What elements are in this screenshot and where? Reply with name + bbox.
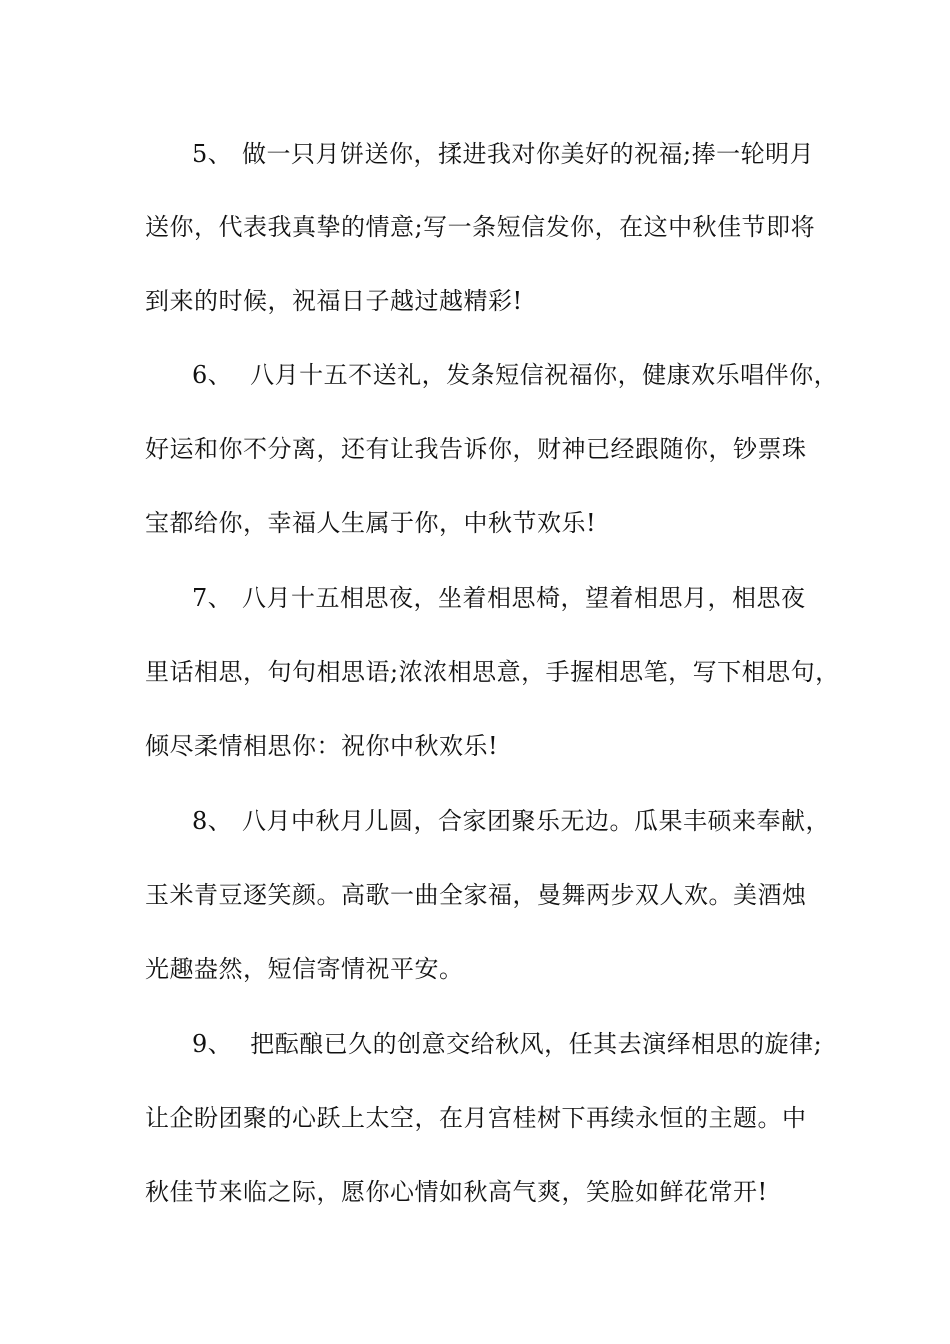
paragraph-number: 7、 — [192, 584, 233, 612]
paragraph-number: 8、 — [192, 807, 233, 835]
paragraph-6-line-2: 好运和你不分离，还有让我告诉你，财神已经跟随你，钞票珠 — [145, 435, 807, 463]
paragraph-9-line-3: 秋佳节来临之际，愿你心情如秋高气爽，笑脸如鲜花常开! — [145, 1178, 768, 1206]
paragraph-9-line-2: 让企盼团聚的心跃上太空，在月宫桂树下再续永恒的主题。中 — [145, 1104, 807, 1132]
paragraph-text: 八月十五相思夜，坐着相思椅，望着相思月，相思夜 — [242, 584, 806, 612]
paragraph-7-line-2: 里话相思，句句相思语;浓浓相思意，手握相思笔，写下相思句， — [145, 658, 840, 686]
paragraph-7-line-3: 倾尽柔情相思你：祝你中秋欢乐! — [145, 732, 499, 760]
paragraph-5-line-1 — [192, 139, 814, 169]
paragraph-7-line-1 — [192, 583, 806, 613]
paragraph-number: 5、 — [192, 140, 233, 168]
paragraph-text: 八月中秋月儿圆，合家团聚乐无边。瓜果丰硕来奉献， — [242, 807, 830, 835]
paragraph-text: 把酝酿已久的创意交给秋风，任其去演绎相思的旋律; — [242, 1030, 823, 1058]
paragraph-9-line-1 — [192, 1029, 822, 1059]
paragraph-number: 9、 — [192, 1030, 233, 1058]
paragraph-8-line-2: 玉米青豆逐笑颜。高歌一曲全家福，曼舞两步双人欢。美酒烛 — [145, 881, 807, 909]
paragraph-5-line-2: 送你，代表我真挚的情意;写一条短信发你，在这中秋佳节即将 — [145, 213, 816, 241]
paragraph-8-line-3: 光趣盎然，短信寄情祝平安。 — [145, 955, 464, 983]
paragraph-6-line-3: 宝都给你，幸福人生属于你，中秋节欢乐! — [145, 509, 597, 537]
paragraph-5-line-3: 到来的时候，祝福日子越过越精彩! — [145, 287, 523, 315]
paragraph-text: 做一只月饼送你，揉进我对你美好的祝福;捧一轮明月 — [242, 140, 815, 168]
paragraph-number: 6、 — [192, 361, 233, 389]
paragraph-8-line-1 — [192, 806, 830, 836]
paragraph-text: 八月十五不送礼，发条短信祝福你，健康欢乐唱伴你， — [242, 361, 839, 389]
paragraph-6-line-1 — [192, 360, 838, 390]
